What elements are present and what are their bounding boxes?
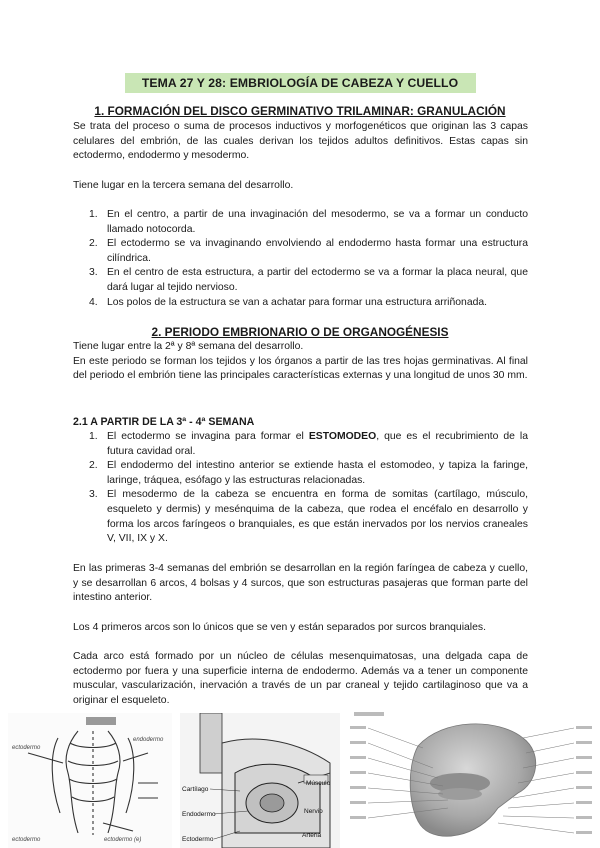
- list-text: El mesodermo de la cabeza se encuentra en forma de somitas (cartílago, músculo, esqueleto y dermis) y mesénquima de la cabeza, que rodea el encéfalo en desarrollo y forma los arcos faríngeos o branquiales, es que están inervados por los nervios craneales V, VII, IX y X.: [107, 489, 528, 545]
- fig1-label: endodermo: [133, 737, 164, 743]
- fig2-label: Arteria: [302, 832, 322, 839]
- section21-para2: [73, 621, 528, 636]
- list-text: , que es el recubrimiento de la futura cavidad oral.: [107, 431, 529, 457]
- para-text: Cada arco está formado por un núcleo de células mesenquimatosas, una delgada capa de ectodermo por fuera y una superficie interna de endodermo. Además va a tener un componente muscular, vascularización, inervación a través de un par craneal y tejido cartilaginoso que va a originar el esqueleto.: [73, 651, 528, 706]
- list-text: El ectodermo se invagina para formar el: [107, 431, 309, 442]
- list-number: 3.: [89, 489, 98, 501]
- document-title: TEMA 27 Y 28: EMBRIOLOGÍA DE CABEZA Y CUELLO: [141, 76, 459, 90]
- section21-para1: [73, 562, 528, 606]
- list-item: [73, 430, 528, 459]
- list-number: 3.: [89, 267, 98, 279]
- list-number: 4.: [89, 296, 98, 308]
- list-number: 1.: [89, 431, 98, 442]
- fig2-label: Músculo: [306, 780, 331, 787]
- section2-line2: En este periodo se forman los tejidos y los órganos a partir de las tres hojas germinativas. Al final del periodo el embrión tiene las principales características externas y una longitud de unos 30 mm.: [73, 355, 528, 382]
- embryo-head-drawing: [348, 708, 594, 848]
- arch-section-drawing: [180, 713, 340, 848]
- figure-arch-section: [180, 713, 340, 848]
- list-number: 2.: [89, 460, 98, 472]
- list-text: El ectodermo se va invaginando envolviendo al endodermo hasta formar una estructura cilíndrica.: [107, 238, 528, 264]
- figure-embryo-head: [348, 708, 594, 848]
- list-text: El endodermo del intestino anterior se extiende hasta el estomodeo, y tapiza la faringe, laringe, tráquea, esófago y las estructuras relacionadas.: [107, 460, 528, 486]
- list-item: [73, 208, 528, 237]
- list-item: [73, 296, 528, 311]
- section21-para3: [73, 650, 528, 708]
- section1-intro-text: Se trata del proceso o suma de procesos inductivos y morfogenéticos que originan las 3 capas celulares del embrión, de las cuales derivan los tejidos adultos definitivos. Estas capas sin ectodermo, endodermo y mesodermo.: [73, 121, 528, 162]
- fig2-label: Cartílago: [182, 786, 209, 793]
- section2-body: [73, 340, 528, 384]
- list-text: En el centro, a partir de una invaginación del mesodermo, se va a formar un conducto llamado notocorda.: [107, 209, 528, 235]
- section2-line1: Tiene lugar entre la 2ª y 8ª semana del desarrollo.: [73, 341, 304, 352]
- fig2-label: Nervio: [304, 808, 323, 815]
- fig2-label: Ectodermo: [182, 836, 214, 843]
- para-text: Los 4 primeros arcos son lo únicos que se ven y están separados por surcos branquiales.: [73, 622, 486, 633]
- section2-heading: 2. PERIODO EMBRIONARIO O DE ORGANOGÉNESIS: [151, 325, 449, 339]
- pharyngeal-sketch-drawing: [8, 713, 172, 848]
- list-item: [73, 266, 528, 295]
- list-number: 2.: [89, 238, 98, 250]
- list-number: 1.: [89, 209, 98, 220]
- section21-list: [73, 430, 528, 547]
- list-item: [73, 459, 528, 488]
- section1-heading: 1. FORMACIÓN DEL DISCO GERMINATIVO TRILAMINAR: GRANULACIÓN: [94, 104, 506, 118]
- fig1-label: ectodermo: [12, 837, 41, 843]
- fig1-label: ectodermo: [12, 745, 41, 751]
- section1-timing: [73, 179, 528, 194]
- list-item: [73, 237, 528, 266]
- list-text: Los polos de la estructura se van a achatar para formar una estructura arriñonada.: [107, 296, 488, 308]
- list-text: En el centro de esta estructura, a partir del ectodermo se va a formar la placa neural, que dará lugar al tejido nervioso.: [107, 267, 528, 293]
- list-item: [73, 488, 528, 546]
- fig2-label: Endodermo: [182, 811, 216, 818]
- section1-timing-text: Tiene lugar en la tercera semana del desarrollo.: [73, 180, 294, 191]
- stomodeum-term: ESTOMODEO: [308, 431, 377, 442]
- figure-pharyngeal-sketch: [8, 713, 172, 848]
- para-text: En las primeras 3-4 semanas del embrión se desarrollan en la región faríngea de cabeza y cuello, y se desarrollan 6 arcos, 4 bolsas y 4 surcos, que son estructuras pasajeras que forman parte del intestino anterior.: [73, 563, 528, 604]
- section1-intro: [73, 120, 528, 164]
- fig1-label: ectodermo (e): [104, 837, 142, 843]
- section1-steps-list: [73, 208, 528, 310]
- section21-heading: 2.1 A PARTIR DE LA 3ª - 4ª SEMANA: [73, 416, 255, 428]
